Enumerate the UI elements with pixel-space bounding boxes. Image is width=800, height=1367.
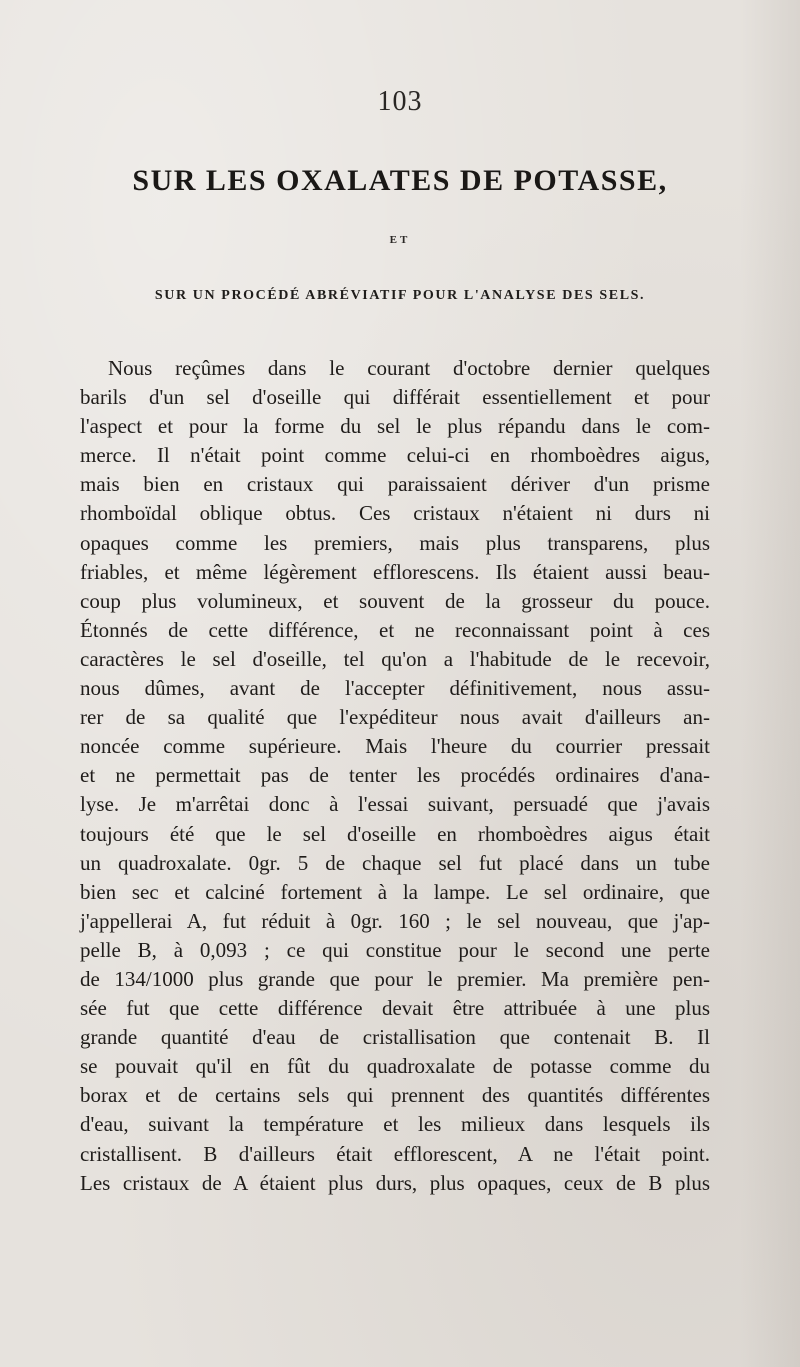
- chapter-subtitle: SUR UN PROCÉDÉ ABRÉVIATIF POUR L'ANALYSE DES SELS.: [154, 288, 646, 303]
- text-line: noncée comme supérieure. Mais l'heure du courrier pressait: [80, 734, 710, 759]
- text-line: l'aspect et pour la forme du sel le plus répandu dans le com-: [80, 414, 710, 439]
- text-line: opaques comme les premiers, mais plus transparens, plus: [80, 530, 710, 555]
- text-line: friables, et même légèrement efflorescens. Ils étaient aussi beau-: [80, 559, 710, 584]
- body-text: [80, 354, 710, 1198]
- text-line: et ne permettait pas de tenter les procédés ordinaires d'ana-: [80, 763, 710, 788]
- text-line: rhomboïdal oblique obtus. Ces cristaux n'étaient ni durs ni: [80, 501, 710, 526]
- text-line: caractères le sel d'oseille, tel qu'on a l'habitude de le recevoir,: [80, 646, 710, 671]
- text-line: nous dûmes, avant de l'accepter définitivement, nous assu-: [80, 676, 710, 701]
- text-line: Étonnés de cette différence, et ne reconnaissant point à ces: [80, 617, 710, 642]
- text-line: grande quantité d'eau de cristallisation que contenait B. Il: [80, 1025, 710, 1050]
- page-number: 103: [377, 86, 423, 117]
- text-line: un quadroxalate. 0gr. 5 de chaque sel fut placé dans un tube: [80, 850, 710, 875]
- text-line: cristallisent. B d'ailleurs était efflorescent, A ne l'était point.: [80, 1141, 710, 1166]
- text-line: de 134/1000 plus grande que pour le premier. Ma première pen-: [80, 966, 710, 991]
- text-line: Nous reçûmes dans le courant d'octobre dernier quelques: [108, 356, 710, 380]
- text-line: mais bien en cristaux qui paraissaient dériver d'un prisme: [80, 472, 710, 497]
- text-line: borax et de certains sels qui prennent des quantités différentes: [80, 1083, 710, 1108]
- chapter-title: SUR LES OXALATES DE POTASSE,: [132, 164, 668, 197]
- text-line: pelle B, à 0,093 ; ce qui constitue pour le second une perte: [80, 937, 710, 962]
- text-line: Les cristaux de A étaient plus durs, plus opaques, ceux de B plus: [80, 1170, 710, 1195]
- text-line: lyse. Je m'arrêtai donc à l'essai suivant, persuadé que j'avais: [80, 792, 710, 817]
- text-line: j'appellerai A, fut réduit à 0gr. 160 ; le sel nouveau, que j'ap-: [80, 908, 710, 933]
- text-line: rer de sa qualité que l'expéditeur nous avait d'ailleurs an-: [80, 705, 710, 730]
- text-line: merce. Il n'était point comme celui-ci en rhomboèdres aigus,: [80, 443, 710, 468]
- text-line: d'eau, suivant la température et les milieux dans lesquels ils: [80, 1112, 710, 1137]
- text-line: coup plus volumineux, et souvent de la grosseur du pouce.: [80, 588, 710, 613]
- text-line: se pouvait qu'il en fût du quadroxalate de potasse comme du: [80, 1054, 710, 1079]
- text-line: toujours été que le sel d'oseille en rhomboèdres aigus était: [80, 821, 710, 846]
- text-line: sée fut que cette différence devait être attribuée à une plus: [80, 996, 710, 1021]
- title-conjunction: ET: [389, 234, 411, 246]
- scan-edge-shadow: [740, 0, 800, 1367]
- text-line: barils d'un sel d'oseille qui différait essentiellement et pour: [80, 385, 710, 410]
- text-line: bien sec et calciné fortement à la lampe. Le sel ordinaire, que: [80, 879, 710, 904]
